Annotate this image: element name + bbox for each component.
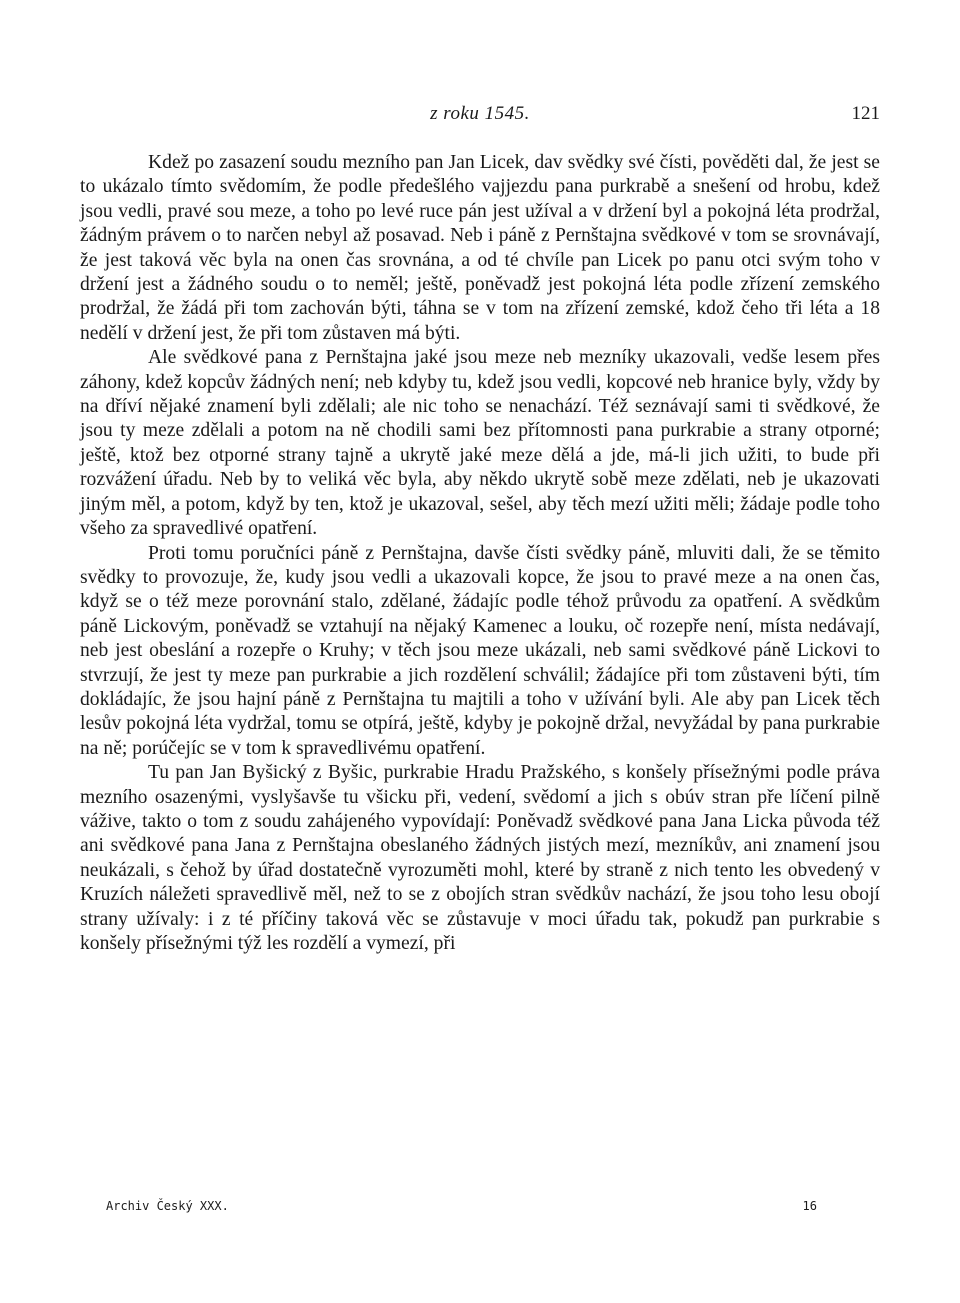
page-number: 121 <box>851 103 880 124</box>
page-footer <box>80 1199 880 1219</box>
signature-title: Archiv Český XXX. <box>106 1199 229 1213</box>
paragraph: Tu pan Jan Byšický z Byšic, purkrabie Hradu Pražského, s konšely přísežnými podle práva mezního osazenými, vyslyšavše tu všicku při, vedení, svědomí a jich s obúv stran pře líčení pilně vážive, takto o tom z soudu zahájeného vypovídají: Poněvadž svědkové pana Jana Licka původa též ani svědkové pana Jana z Pernštajna obeslaného žádných jistých mezí, mezníkův, ani znamení jsou neukázali, s čehož by úřad dostatečně vyrozuměti mohl, které by straně z nich tento les obvedený v Kruzích náležeti spravedlivě měl, než to se z obojích stran svědkův nachází, že jsou toho lesu obojí strany užívaly: i z té příčiny taková věc se zůstavuje v moci úřadu tak, pokudž pan purkrabie s konšely přísežnými týž les rozdělí a vymezí, při <box>80 762 880 954</box>
paragraph: Kdež po zasazení soudu mezního pan Jan Licek, dav svědky své čísti, pověděti dal, že jest se to ukázalo tímto svědomím, že podle předešlého vajjezdu pana purkrabě a snešení od hrobu, kdež jsou vedli, pravé sou meze, a toho po levé ruce pán jest užíval a v držení byl a pokojná léta prodržal, žádným právem o to narčen nebyl až posavad. Neb i páně z Pernštajna svědkové v tom se srovnávají, že jest taková věc byla na onen čas srovnána, a od té chvíle pan Licek po panu otci svým toho v držení jest a žádného soudu o to neměl; ještě, poněvadž jest pokojná léta podle zřízení zemského prodržal, že žádá při tom zachován býti, táhna se v tom na zřízení zemské, kdož čeho tři léta a 18 nedělí v držení jest, že při tom zůstaven má býti. <box>80 152 880 344</box>
body-text <box>80 151 880 956</box>
running-title: z roku 1545. <box>430 103 530 124</box>
page-header <box>80 103 880 129</box>
paragraph: Proti tomu poručníci páně z Pernštajna, davše čísti svědky páně, mluviti dali, že se těmito svědky to provozuje, že, kudy jsou vedli a ukazovali kopce, že jsou to pravé meze a na onen čas, když se o též meze porovnání stalo, zdělané, žádajíc podle téhož průvodu za opatření. A svědkům páně Lickovým, poněvadž se vztahují na nějaký Kamenec a louku, oč rozepře není, místa nedávají, neb jest obeslání a rozepře o Kruhy; v těch jsou meze ukázali, neb sami svědkové páně Lickovi to stvrzují, že jest ty meze pan purkrabie a jich rozdělení schválil; žádajíce při tom zůstaveni býti, tím dokládajíc, že jsou hajní páně z Pernštajna tu majtili a toho v užívání byli. Ale aby pan Licek těch lesův pokojná léta vydržal, tomu se otpírá, ještě, kdyby je pokojně držal, nevyžádal by pana purkrabie na ně; porúčejíc se v tom k spravedlivému opatření. <box>80 542 880 759</box>
paragraph: Ale svědkové pana z Pernštajna jaké jsou meze neb mezníky ukazovali, vedše lesem přes záhony, kdež kopcův žádných není; neb kdyby tu, kdež jsou vedli, kopcové neb hranice byly, vždy by na dříví nějaké znamení byli zdělali; ale nic toho se nenachází. Též seznávají sami ti svědkové, že jsou ty meze zdělali a potom na ně chodili sami bez přítomnosti pana purkrabie a strany otporné; ještě, ktož bez otporné strany tajně a ukrytě jaké meze dělá a jde, má-li jich užiti, to bude při rozvážení úřadu. Neb by to veliká věc byla, aby někdo ukrytě sobě meze zdělati, neb je ukazovati jiným měl, a potom, když by ten, ktož je ukazoval, sešel, aby těch mezí užiti měli; žádaje podle toho všeho za spravedlivé opatření. <box>80 347 880 540</box>
signature-number: 16 <box>802 1199 817 1213</box>
